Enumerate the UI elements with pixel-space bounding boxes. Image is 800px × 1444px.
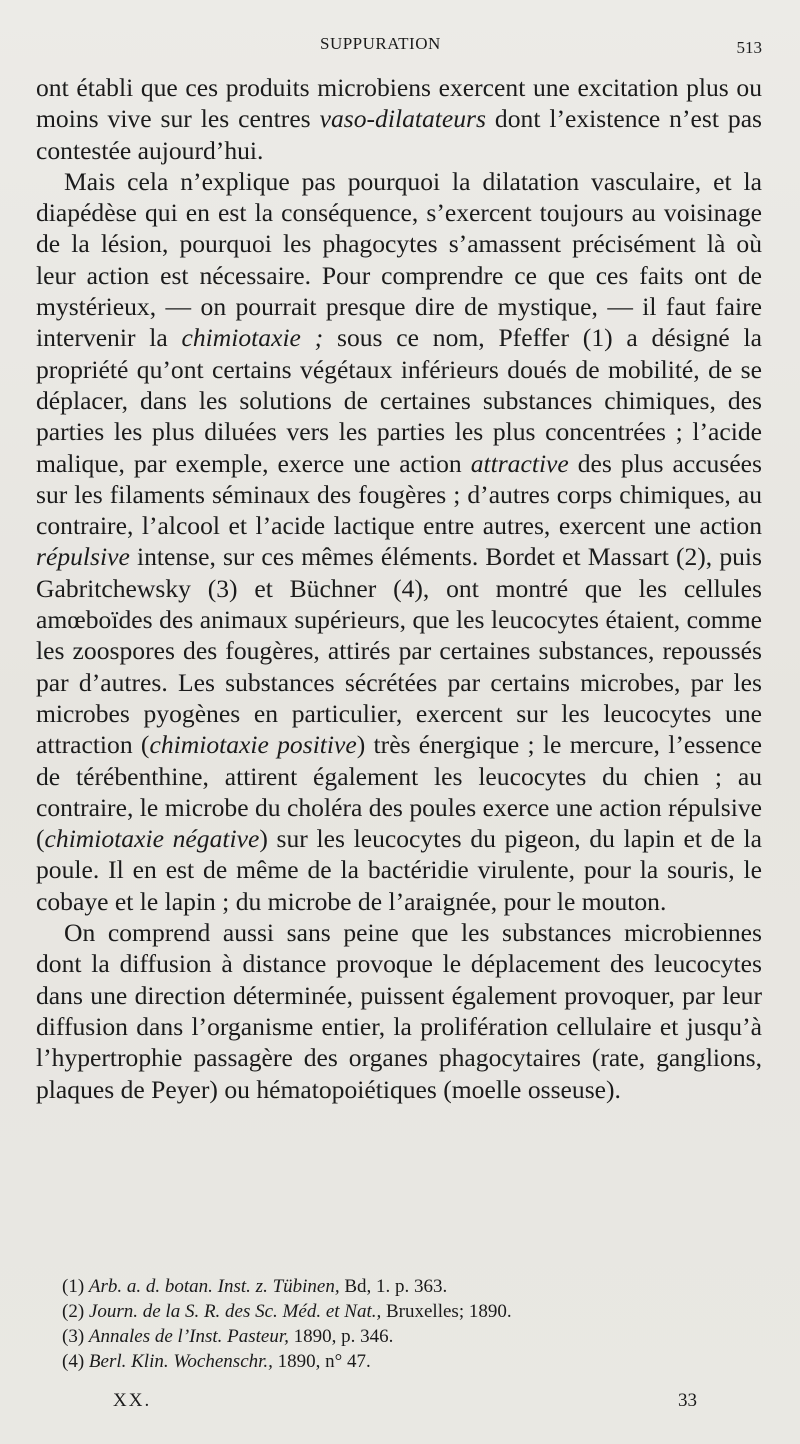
- footnote-detail: Bruxelles; 1890.: [381, 1301, 512, 1322]
- footnote-source: Berl. Klin. Wochenschr.,: [88, 1351, 273, 1372]
- footnote-3: [62, 1324, 762, 1349]
- text-run: des plus accusées sur les filaments séminaux des fougères ; d’autres corps chimiques, au contraire, l’alcool et l’acide lactique entre autres, exercent une action: [36, 448, 762, 541]
- footnote-source: Arb. a. d. botan. Inst. z. Tübinen,: [88, 1276, 340, 1297]
- footnote-2: [62, 1299, 762, 1324]
- italic-term: attractive: [470, 448, 569, 478]
- paragraph-2: [36, 166, 762, 917]
- paragraph-3: [36, 917, 762, 1105]
- page-number: 513: [736, 38, 762, 57]
- footnote-detail: 1890, n° 47.: [272, 1351, 371, 1372]
- text-run: dont l’existence n’est pas contestée aujourd’hui.: [36, 104, 763, 165]
- text-run: ) très énergique ; le mercure, l’essence de térébenthine, attirent également les leucocytes du chien ; au contraire, le microbe du choléra des poules exerce une action répulsive (: [36, 730, 762, 854]
- text-run: On comprend aussi sans peine que les substances microbiennes dont la diffusion à distance provoque le déplacement des leucocytes dans une direction déterminée, puissent également provoquer, par leur diffusion dans l’organisme entier, la prolifération cellulaire et jusqu’à l’hypertrophie passagère des organes phagocytaires (rate, ganglions, plaques de Peyer) ou hématopoiétiques (moelle osseuse).: [36, 918, 762, 1104]
- italic-term: chimiotaxie ;: [181, 323, 324, 353]
- italic-term: chimiotaxie positive: [149, 730, 357, 760]
- sheet-number: 33: [678, 1390, 697, 1411]
- italic-term: vaso-dilatateurs: [319, 104, 486, 134]
- page-footer: [0, 1390, 800, 1414]
- italic-term: répulsive: [36, 542, 130, 572]
- footnotes: [62, 1274, 762, 1374]
- text-run: sous ce nom, Pfeffer (1) a désigné la propriété qu’ont certains végétaux inférieurs doués de mobilité, de se déplacer, dans les solutions de certaines substances chimiques, des parties les plus diluées vers les parties les plus concentrées ; l’acide malique, par exemple, exerce une action: [36, 323, 762, 478]
- signature-mark: XX.: [113, 1390, 152, 1411]
- footnote-number: (1): [62, 1276, 85, 1297]
- footnote-source: Journ. de la S. R. des Sc. Méd. et Nat.,: [88, 1301, 382, 1322]
- footnote-detail: 1890, p. 346.: [288, 1326, 394, 1347]
- footnote-number: (4): [62, 1351, 85, 1372]
- body-text: [36, 72, 762, 1105]
- text-run: Mais cela n’explique pas pourquoi la dilatation vasculaire, et la diapédèse qui en est la conséquence, s’exercent toujours au voisinage de la lésion, pourquoi les phagocytes s’amassent précisément là où leur action est nécessaire. Pour comprendre ce que ces faits ont de mystérieux, — on pourrait presque dire de mystique, — il faut faire intervenir la: [36, 166, 762, 353]
- running-head: [0, 34, 800, 60]
- running-head-title: SUPPURATION: [320, 34, 441, 53]
- text-run: ) sur les leucocytes du pigeon, du lapin et de la poule. Il en est de même de la bactéridie virulente, pour la souris, le cobaye et le lapin ; du microbe de l’araignée, pour le mouton.: [36, 824, 762, 916]
- footnote-1: [62, 1274, 762, 1299]
- text-run: intense, sur ces mêmes éléments. Bordet et Massart (2), puis Gabritchewsky (3) et Büchner (4), ont montré que les cellules amœboïdes des animaux supérieurs, que les leucocytes étaient, comme les zoospores des fougères, attirés par certaines substances, repoussés par d’autres. Les substances sécrétées par certains microbes, par les microbes pyogènes en particulier, exercent sur les leucocytes une attraction (: [36, 542, 762, 760]
- text-run: ont établi que ces produits microbiens exercent une excitation plus ou moins vive sur les centres: [36, 73, 762, 134]
- footnote-number: (2): [62, 1301, 85, 1322]
- footnote-4: [62, 1349, 762, 1374]
- paragraph-1: [36, 72, 762, 166]
- footnote-detail: Bd, 1. p. 363.: [339, 1276, 448, 1297]
- footnote-number: (3): [62, 1326, 85, 1347]
- footnote-source: Annales de l’Inst. Pasteur,: [88, 1326, 289, 1347]
- italic-term: chimiotaxie négative: [44, 824, 260, 854]
